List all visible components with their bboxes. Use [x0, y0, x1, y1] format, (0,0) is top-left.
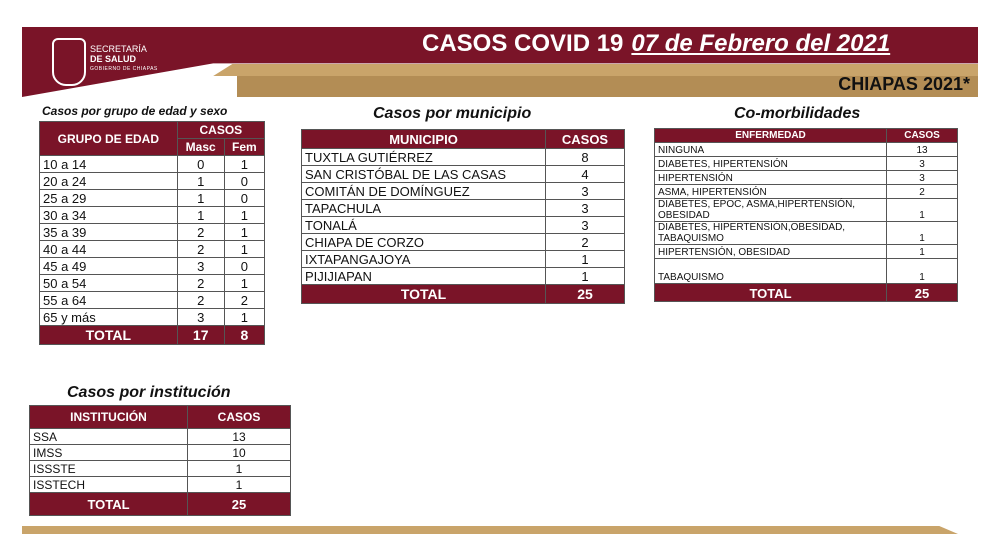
age-group-cell: 35 a 39: [40, 224, 178, 241]
cases-cell: 1: [546, 251, 625, 268]
cases-cell: 2: [887, 185, 958, 199]
total-label: TOTAL: [302, 285, 546, 304]
fem-cell: 0: [224, 173, 264, 190]
table-row: [655, 143, 958, 157]
age-group-cell: 30 a 34: [40, 207, 178, 224]
fem-cell: 1: [224, 241, 264, 258]
cases-cell: 1: [887, 259, 958, 284]
col-institution: INSTITUCIÓN: [30, 406, 188, 429]
fem-cell: 1: [224, 224, 264, 241]
masc-cell: 2: [177, 275, 224, 292]
cases-cell: 3: [887, 157, 958, 171]
disease-cell: TABAQUISMO: [655, 259, 887, 284]
col-masc: Masc: [177, 139, 224, 156]
municipio-cell: CHIAPA DE CORZO: [302, 234, 546, 251]
total-masc: 17: [177, 326, 224, 345]
total-label: TOTAL: [40, 326, 178, 345]
age-group-cell: 55 a 64: [40, 292, 178, 309]
logo-line3: GOBIERNO DE CHIAPAS: [90, 66, 158, 72]
institution-cell: SSA: [30, 429, 188, 445]
logo-line1: SECRETARÍA: [90, 44, 147, 54]
col-cases: CASOS: [887, 129, 958, 143]
masc-cell: 1: [177, 173, 224, 190]
institution-table: [29, 405, 291, 516]
masc-cell: 3: [177, 258, 224, 275]
cases-cell: 3: [546, 183, 625, 200]
disease-cell: DIABETES, HIPERTENSIÓN,OBESIDAD, TABAQUISMO: [655, 222, 887, 245]
total-value: 25: [546, 285, 625, 304]
total-label: TOTAL: [655, 284, 887, 302]
age-group-cell: 65 y más: [40, 309, 178, 326]
table-row: [30, 429, 291, 445]
fem-cell: 1: [224, 275, 264, 292]
municipio-cell: TONALÁ: [302, 217, 546, 234]
table-row: [30, 461, 291, 477]
table-row: [40, 224, 265, 241]
age-group-cell: 45 a 49: [40, 258, 178, 275]
table-row: [40, 190, 265, 207]
institution-cell: ISSTECH: [30, 477, 188, 493]
fem-cell: 1: [224, 207, 264, 224]
cases-cell: 8: [546, 149, 625, 166]
col-fem: Fem: [224, 139, 264, 156]
municipio-cell: SAN CRISTÓBAL DE LAS CASAS: [302, 166, 546, 183]
total-value: 25: [188, 493, 291, 516]
comorbidity-table-title: Co-morbilidades: [734, 105, 861, 122]
fem-cell: 0: [224, 190, 264, 207]
municipio-cell: COMITÁN DE DOMÍNGUEZ: [302, 183, 546, 200]
total-value: 25: [887, 284, 958, 302]
table-row: [655, 171, 958, 185]
comorbidity-table: [654, 128, 958, 302]
table-row: [655, 199, 958, 222]
cases-cell: 1: [887, 245, 958, 259]
cases-cell: 1: [188, 461, 291, 477]
table-row: [655, 259, 958, 284]
disease-cell: NINGUNA: [655, 143, 887, 157]
table-row: [302, 149, 625, 166]
age-group-cell: 10 a 14: [40, 156, 178, 173]
cases-cell: 2: [546, 234, 625, 251]
table-row: [655, 157, 958, 171]
table-row: [40, 173, 265, 190]
table-row: [302, 234, 625, 251]
table-row: [655, 245, 958, 259]
masc-cell: 2: [177, 224, 224, 241]
municipio-total-row: [302, 285, 625, 304]
table-row: [302, 217, 625, 234]
table-row: [302, 183, 625, 200]
coat-of-arms-icon: [52, 38, 86, 86]
age-group-cell: 20 a 24: [40, 173, 178, 190]
cases-cell: 13: [887, 143, 958, 157]
total-label: TOTAL: [30, 493, 188, 516]
table-row: [302, 268, 625, 285]
table-row: [302, 251, 625, 268]
age-group-cell: 40 a 44: [40, 241, 178, 258]
cases-cell: 1: [887, 199, 958, 222]
masc-cell: 1: [177, 190, 224, 207]
age-table-title: Casos por grupo de edad y sexo: [42, 104, 228, 118]
table-row: [40, 207, 265, 224]
disease-cell: HIPERTENSIÓN: [655, 171, 887, 185]
masc-cell: 3: [177, 309, 224, 326]
institution-table-title: Casos por institución: [67, 384, 231, 401]
institution-cell: IMSS: [30, 445, 188, 461]
disease-cell: ASMA, HIPERTENSIÓN: [655, 185, 887, 199]
col-disease: ENFERMEDAD: [655, 129, 887, 143]
masc-cell: 2: [177, 292, 224, 309]
fem-cell: 1: [224, 309, 264, 326]
col-cases: CASOS: [188, 406, 291, 429]
secretaria-logo: [90, 44, 158, 74]
table-row: [40, 292, 265, 309]
institution-total-row: [30, 493, 291, 516]
total-fem: 8: [224, 326, 264, 345]
masc-cell: 1: [177, 207, 224, 224]
cases-cell: 1: [188, 477, 291, 493]
table-row: [40, 258, 265, 275]
table-row: [302, 166, 625, 183]
comorbidity-total-row: [655, 284, 958, 302]
municipio-cell: PIJIJIAPAN: [302, 268, 546, 285]
masc-cell: 2: [177, 241, 224, 258]
masc-cell: 0: [177, 156, 224, 173]
age-group-cell: 25 a 29: [40, 190, 178, 207]
table-row: [40, 275, 265, 292]
table-row: [30, 445, 291, 461]
cases-cell: 3: [546, 200, 625, 217]
disease-cell: DIABETES, EPOC, ASMA,HIPERTENSIÓN, OBESIDAD: [655, 199, 887, 222]
fem-cell: 2: [224, 292, 264, 309]
disease-cell: HIPERTENSIÓN, OBESIDAD: [655, 245, 887, 259]
footer-gold-bar: [22, 526, 958, 534]
age-group-cell: 50 a 54: [40, 275, 178, 292]
fem-cell: 1: [224, 156, 264, 173]
cases-cell: 1: [546, 268, 625, 285]
state-label: CHIAPAS 2021*: [838, 74, 970, 94]
logo-line2: DE SALUD: [90, 54, 137, 64]
title-text: CASOS COVID 19: [422, 30, 624, 57]
municipio-table: [301, 129, 625, 304]
municipio-table-title: Casos por municipio: [373, 105, 532, 122]
table-row: [655, 222, 958, 245]
cases-cell: 3: [546, 217, 625, 234]
table-row: [40, 241, 265, 258]
col-age-group: GRUPO DE EDAD: [40, 122, 178, 156]
age-sex-table: [39, 121, 265, 345]
col-cases: CASOS: [546, 130, 625, 149]
page-title: [422, 30, 890, 58]
table-row: [40, 156, 265, 173]
cases-cell: 1: [887, 222, 958, 245]
cases-cell: 13: [188, 429, 291, 445]
title-date: 07 de Febrero del 2021: [631, 30, 891, 57]
cases-cell: 4: [546, 166, 625, 183]
municipio-cell: TAPACHULA: [302, 200, 546, 217]
cases-cell: 3: [887, 171, 958, 185]
age-total-row: [40, 326, 265, 345]
cases-cell: 10: [188, 445, 291, 461]
disease-cell: DIABETES, HIPERTENSIÓN: [655, 157, 887, 171]
col-municipio: MUNICIPIO: [302, 130, 546, 149]
municipio-cell: IXTAPANGAJOYA: [302, 251, 546, 268]
table-row: [30, 477, 291, 493]
institution-cell: ISSSTE: [30, 461, 188, 477]
municipio-cell: TUXTLA GUTIÉRREZ: [302, 149, 546, 166]
table-row: [40, 309, 265, 326]
col-cases: CASOS: [177, 122, 264, 139]
table-row: [655, 185, 958, 199]
table-row: [302, 200, 625, 217]
fem-cell: 0: [224, 258, 264, 275]
